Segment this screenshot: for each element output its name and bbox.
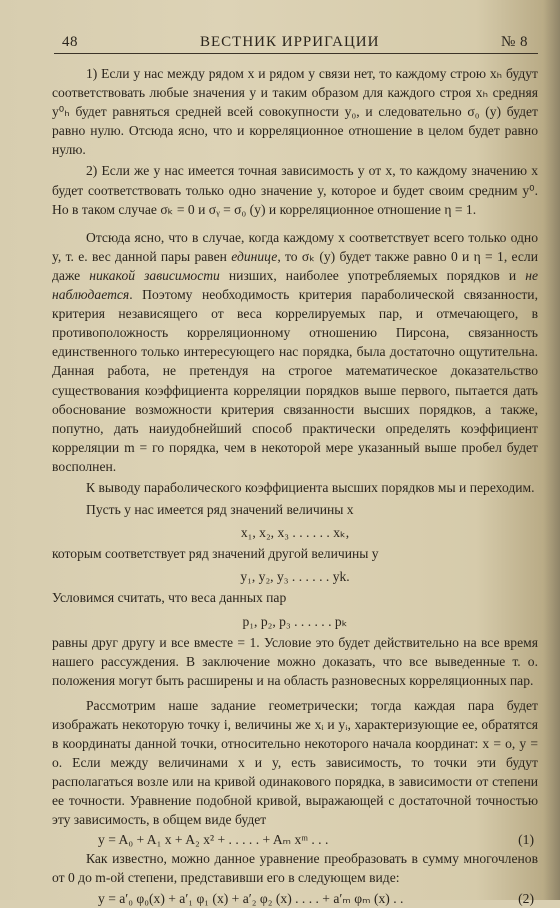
journal-title: ВЕСТНИК ИРРИГАЦИИ — [200, 34, 380, 50]
paragraph: равны друг другу и все вместе = 1. Условие это будет действительно на все время нашего рассуждения. В заключение можно доказать, что все выведенные т. о. положения могут быть расширены и на область разновесных корреляционных пар. — [52, 634, 538, 688]
running-header — [62, 30, 530, 52]
text-run: Отсюда ясно, что в случае, когда каждому x соответствует всего только одно y, т. е. вес данной пары равен — [52, 229, 538, 264]
equation-2-number: (2) — [518, 890, 534, 906]
article-body — [52, 64, 538, 908]
emphasis: не наблюдается — [52, 267, 538, 303]
paragraph: 2) Если же у нас имеется точная зависимость y от x, то каждому значению x будет соответствовать только одно значение y, которое и будет своим средним y⁰. Но в таком случае σₖ = 0 и σᵧ = σ₀ (y) и корреляционное отношение η = 1. — [52, 163, 538, 217]
text-run: . Поэтому необходимость критерия параболической связанности, критерия независящего от веса коррелируемых пар, и отмечающего, в противоположность корреляционному отношению Пирсона, связанность единственного только интересующего нас порядка, была достаточно ощутительна. Данная работа, не претендуя на строгое математическое доказательство существования коэффициента корреляции порядков выше первого, пытается дать обоснование возможности критерия связанности высших порядков, а также, попутно, дать наиудобнейший способ практически определять коэффициент корреляции m = го порядка, чем в некоторой мере указанный выше пробел будет восполнен. — [52, 287, 538, 474]
paragraph: 1) Если у нас между рядом x и рядом y связи нет, то каждому строю xₕ будут соответствовать любые значения у и таким образом для каждого строя xₕ средняя y⁰ₕ будет равняться средней всей совокупности y₀, и следовательно σ₀ (y) будет равно нулю. Отсюда ясно, что и корреляционное отношение в целом будет равно нулю. — [52, 66, 538, 158]
equation-2 — [52, 889, 538, 908]
paragraph: Условимся считать, что веса данных пар — [52, 590, 287, 606]
equation-2-body: y = a′₀ φ₀(x) + a′₁ φ₁ (x) + a′₂ φ₂ (x) . . . . + a′ₘ φₘ (x) . . — [98, 890, 404, 906]
emphasis: единице — [231, 248, 278, 264]
header-rule — [54, 53, 538, 54]
formula-weights: p₁, p₂, p₃ . . . . . . pₖ — [242, 613, 348, 629]
text-run: низших, наиболее употребляемых порядков и — [219, 267, 526, 283]
paragraph: Как известно, можно данное уравнение преобразовать в сумму многочленов от 0 до m-ой степени, представивши его в следующем виде: — [52, 850, 538, 885]
paragraph: К выводу параболического коэффициента высших порядков мы и переходим. — [86, 479, 535, 495]
equation-1-body: y = A₀ + A₁ x + A₂ x² + . . . . . + Aₘ xᵐ . . . — [98, 831, 329, 847]
formula-x-series: x₁, x₂, x₃ . . . . . . xₖ, — [240, 525, 350, 541]
paragraph: которым соответствует ряд значений другой величины y — [52, 546, 379, 562]
text-run: , то σₖ (y) будет также равно 0 и η = 1, если даже — [52, 248, 538, 283]
formula-y-series: y₁, y₂, y₃ . . . . . . yk. — [240, 569, 350, 585]
paragraph: Рассмотрим наше задание геометрически; тогда каждая пара будет изображать некоторую точку i, величины же xᵢ и yᵢ, характеризующие ее, обратятся в координаты данной точки, относительно некоторого начала координат: x = o, y = o. Если между величинами x и y, есть зависимость, то точки эти будут располагаться возле или на кривой одинакового порядка, в зависимости от степени ее точности. Уравнение подобной кривой, выражающей с достаточной точностью эту зависимость, в общем виде будет — [52, 697, 538, 828]
issue-number: № 8 — [500, 34, 528, 50]
paragraph — [52, 228, 538, 476]
emphasis: никакой зависимости — [89, 267, 220, 283]
page-number: 48 — [62, 34, 78, 50]
equation-1-number: (1) — [518, 831, 534, 847]
equation-1 — [52, 830, 538, 849]
paragraph: Пусть у нас имеется ряд значений величины x — [86, 502, 354, 518]
